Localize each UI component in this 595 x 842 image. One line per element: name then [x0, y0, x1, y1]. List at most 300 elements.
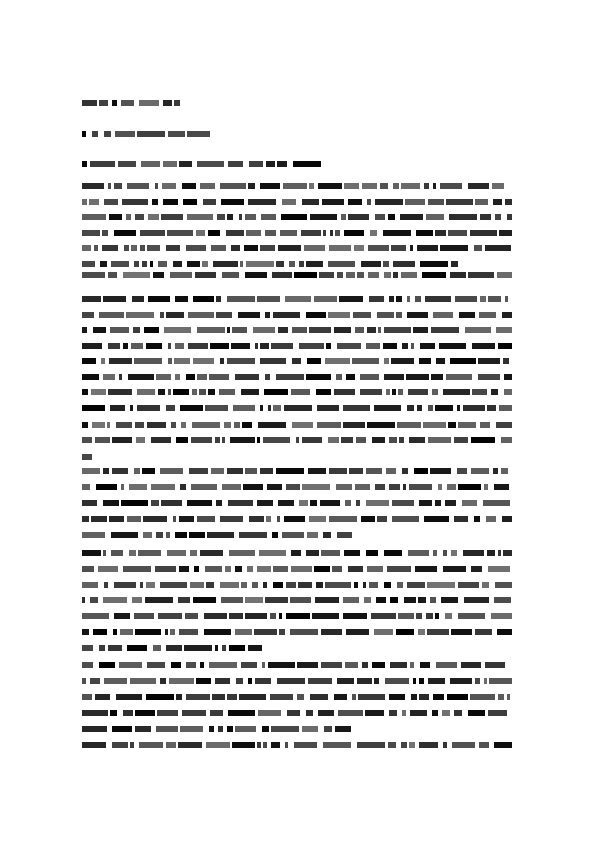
text-fragment: [501, 437, 512, 443]
text-fragment: [375, 199, 403, 205]
text-fragment: [471, 468, 489, 474]
text-fragment: [192, 422, 220, 428]
text-fragment: [229, 613, 243, 619]
text-fragment: [390, 597, 398, 603]
text-fragment: [364, 597, 371, 603]
text-fragment: [322, 199, 344, 205]
text-fragment: [137, 405, 160, 411]
text-fragment: [321, 629, 342, 635]
text-fragment: [337, 343, 361, 349]
text-fragment: [103, 296, 126, 302]
text-fragment: [200, 662, 204, 668]
text-fragment: [260, 343, 269, 349]
text-fragment: [308, 678, 332, 684]
text-fragment: [82, 272, 105, 278]
text-fragment: [82, 532, 105, 538]
text-fragment: [82, 100, 97, 106]
text-fragment: [140, 230, 165, 236]
text-fragment: [101, 358, 105, 364]
text-fragment: [195, 272, 216, 278]
text-fragment: [191, 437, 212, 443]
text-fragment: [306, 261, 323, 267]
body-text-line: [82, 312, 512, 318]
text-fragment: [447, 694, 468, 700]
text-fragment: [188, 343, 208, 349]
text-fragment: [190, 550, 197, 556]
text-fragment: [82, 454, 92, 460]
text-fragment: [407, 296, 410, 302]
text-fragment: [485, 245, 511, 251]
body-text-line: [82, 358, 512, 364]
text-fragment: [326, 343, 331, 349]
text-fragment: [435, 613, 439, 619]
text-fragment: [496, 327, 512, 333]
text-fragment: [361, 516, 375, 522]
body-text-line: [82, 516, 512, 522]
text-fragment: [357, 678, 372, 684]
text-fragment: [220, 582, 239, 588]
text-fragment: [291, 566, 312, 572]
text-fragment: [228, 710, 255, 716]
text-fragment: [171, 662, 181, 668]
text-fragment: [290, 597, 311, 603]
text-fragment: [128, 374, 154, 380]
text-fragment: [102, 245, 118, 251]
text-fragment: [82, 710, 108, 716]
text-fragment: [245, 597, 263, 603]
text-fragment: [442, 710, 450, 716]
text-fragment: [218, 726, 223, 732]
text-fragment: [142, 261, 147, 267]
text-fragment: [402, 468, 408, 474]
text-fragment: [279, 629, 285, 635]
text-fragment: [433, 312, 453, 318]
text-fragment: [260, 245, 275, 251]
text-fragment: [230, 437, 255, 443]
text-fragment: [82, 389, 88, 395]
text-fragment: [384, 374, 404, 380]
text-fragment: [367, 566, 383, 572]
text-fragment: [280, 230, 297, 236]
body-text-line: [82, 710, 512, 716]
text-fragment: [443, 566, 466, 572]
text-fragment: [417, 405, 422, 411]
body-text-line: [82, 468, 512, 474]
text-fragment: [96, 484, 117, 490]
body-text-line: [82, 582, 512, 588]
text-fragment: [441, 597, 458, 603]
text-fragment: [451, 261, 458, 267]
text-fragment: [281, 214, 307, 220]
body-text-line: [82, 597, 512, 603]
text-fragment: [216, 500, 222, 506]
text-fragment: [352, 694, 356, 700]
text-fragment: [82, 183, 104, 189]
text-fragment: [450, 358, 476, 364]
text-fragment: [454, 437, 468, 443]
text-fragment: [114, 613, 130, 619]
text-fragment: [396, 296, 402, 302]
text-fragment: [418, 597, 426, 603]
text-fragment: [450, 678, 472, 684]
text-fragment: [119, 662, 142, 668]
text-fragment: [402, 343, 408, 349]
text-fragment: [497, 629, 512, 635]
text-fragment: [265, 374, 270, 380]
text-fragment: [341, 214, 346, 220]
text-fragment: [170, 629, 175, 635]
text-fragment: [216, 312, 232, 318]
text-fragment: [204, 613, 227, 619]
text-fragment: [82, 694, 92, 700]
text-fragment: [189, 532, 205, 538]
text-fragment: [121, 500, 148, 506]
text-fragment: [479, 312, 496, 318]
text-fragment: [200, 550, 223, 556]
text-fragment: [464, 597, 489, 603]
text-fragment: [103, 550, 106, 556]
text-fragment: [292, 358, 301, 364]
text-fragment: [307, 358, 321, 364]
text-fragment: [265, 312, 270, 318]
text-fragment: [410, 710, 427, 716]
text-fragment: [427, 629, 449, 635]
text-fragment: [384, 358, 389, 364]
text-fragment: [349, 468, 363, 474]
text-fragment: [240, 261, 243, 267]
text-fragment: [449, 214, 477, 220]
text-fragment: [92, 131, 98, 137]
text-fragment: [348, 566, 363, 572]
text-fragment: [277, 161, 287, 167]
text-fragment: [302, 484, 330, 490]
text-fragment: [405, 199, 425, 205]
text-fragment: [82, 613, 109, 619]
text-fragment: [265, 230, 276, 236]
text-fragment: [389, 484, 400, 490]
text-fragment: [150, 261, 153, 267]
text-fragment: [103, 468, 109, 474]
text-fragment: [389, 437, 397, 443]
text-fragment: [353, 312, 371, 318]
text-fragment: [369, 296, 384, 302]
text-fragment: [231, 245, 240, 251]
text-fragment: [415, 296, 421, 302]
text-fragment: [257, 742, 261, 748]
text-fragment: [110, 405, 125, 411]
text-fragment: [174, 100, 180, 106]
text-fragment: [320, 500, 340, 506]
text-fragment: [255, 343, 258, 349]
body-text-line: [82, 230, 512, 236]
text-fragment: [114, 582, 136, 588]
text-fragment: [160, 678, 166, 684]
text-fragment: [392, 500, 414, 506]
text-fragment: [337, 678, 354, 684]
text-fragment: [135, 726, 151, 732]
text-fragment: [360, 389, 382, 395]
text-fragment: [164, 327, 191, 333]
text-fragment: [99, 662, 115, 668]
text-fragment: [478, 358, 500, 364]
body-text-line: [82, 343, 512, 349]
text-fragment: [267, 484, 282, 490]
text-fragment: [329, 516, 357, 522]
text-fragment: [135, 710, 155, 716]
text-fragment: [166, 312, 184, 318]
text-fragment: [282, 532, 304, 538]
text-fragment: [272, 272, 292, 278]
text-fragment: [419, 358, 431, 364]
text-fragment: [488, 710, 507, 716]
text-fragment: [318, 710, 334, 716]
body-text-line: [82, 613, 512, 619]
text-fragment: [328, 261, 355, 267]
text-fragment: [141, 161, 160, 167]
text-fragment: [158, 261, 167, 267]
text-fragment: [377, 312, 394, 318]
text-fragment: [435, 230, 446, 236]
text-fragment: [471, 437, 495, 443]
text-fragment: [497, 272, 512, 278]
text-fragment: [317, 422, 341, 428]
text-fragment: [337, 272, 343, 278]
text-fragment: [216, 296, 221, 302]
text-fragment: [409, 484, 432, 490]
text-fragment: [245, 214, 256, 220]
text-fragment: [400, 214, 423, 220]
text-fragment: [367, 422, 395, 428]
text-fragment: [146, 582, 155, 588]
text-fragment: [82, 566, 94, 572]
text-fragment: [363, 582, 366, 588]
text-fragment: [398, 389, 403, 395]
text-fragment: [374, 678, 379, 684]
text-fragment: [457, 468, 467, 474]
text-fragment: [440, 245, 468, 251]
text-fragment: [273, 312, 300, 318]
body-text-line: [82, 500, 512, 506]
text-fragment: [139, 742, 163, 748]
text-fragment: [312, 613, 339, 619]
text-fragment: [304, 245, 325, 251]
text-fragment: [260, 183, 280, 189]
text-fragment: [103, 374, 115, 380]
body-text-line: [82, 389, 512, 395]
text-fragment: [292, 327, 307, 333]
text-fragment: [158, 613, 182, 619]
text-fragment: [458, 582, 479, 588]
text-fragment: [179, 516, 194, 522]
text-fragment: [135, 214, 144, 220]
text-fragment: [415, 566, 437, 572]
text-fragment: [507, 214, 512, 220]
text-fragment: [227, 726, 233, 732]
text-fragment: [136, 437, 145, 443]
text-fragment: [108, 272, 117, 278]
text-fragment: [82, 199, 87, 205]
text-fragment: [420, 343, 435, 349]
text-fragment: [463, 405, 485, 411]
text-fragment: [111, 532, 138, 538]
text-fragment: [287, 710, 300, 716]
text-fragment: [261, 214, 276, 220]
text-fragment: [419, 694, 429, 700]
text-fragment: [334, 389, 355, 395]
text-fragment: [450, 272, 466, 278]
text-fragment: [82, 214, 106, 220]
text-fragment: [109, 516, 124, 522]
text-fragment: [175, 532, 187, 538]
text-fragment: [325, 582, 351, 588]
text-fragment: [334, 694, 347, 700]
text-fragment: [356, 437, 366, 443]
text-fragment: [443, 742, 447, 748]
text-fragment: [178, 742, 202, 748]
text-fragment: [168, 358, 172, 364]
text-fragment: [123, 566, 151, 572]
text-fragment: [298, 582, 312, 588]
text-fragment: [348, 199, 362, 205]
text-fragment: [439, 343, 466, 349]
text-fragment: [120, 629, 133, 635]
text-fragment: [374, 629, 393, 635]
text-fragment: [502, 516, 512, 522]
text-fragment: [289, 261, 295, 267]
text-fragment: [259, 550, 286, 556]
text-fragment: [82, 484, 90, 490]
text-fragment: [187, 261, 200, 267]
text-fragment: [82, 726, 107, 732]
text-fragment: [410, 662, 414, 668]
text-fragment: [212, 694, 225, 700]
text-fragment: [235, 726, 256, 732]
text-fragment: [306, 312, 326, 318]
text-fragment: [468, 710, 485, 716]
text-fragment: [286, 582, 296, 588]
text-fragment: [215, 678, 230, 684]
text-fragment: [323, 742, 351, 748]
text-fragment: [196, 230, 205, 236]
text-fragment: [253, 327, 275, 333]
text-fragment: [433, 694, 444, 700]
text-fragment: [213, 261, 238, 267]
text-fragment: [292, 422, 313, 428]
text-fragment: [484, 484, 488, 490]
text-fragment: [324, 726, 332, 732]
text-fragment: [278, 327, 288, 333]
text-fragment: [290, 629, 318, 635]
text-fragment: [170, 272, 192, 278]
text-fragment: [176, 437, 188, 443]
text-fragment: [134, 468, 140, 474]
text-fragment: [187, 214, 213, 220]
text-fragment: [140, 245, 145, 251]
text-fragment: [181, 422, 186, 428]
text-fragment: [197, 374, 207, 380]
text-fragment: [302, 199, 319, 205]
text-fragment: [233, 405, 255, 411]
text-fragment: [486, 516, 496, 522]
text-fragment: [103, 597, 127, 603]
body-text-line: [82, 214, 512, 220]
text-fragment: [248, 199, 276, 205]
text-fragment: [107, 422, 110, 428]
text-fragment: [310, 500, 317, 506]
text-fragment: [247, 566, 253, 572]
text-fragment: [82, 678, 86, 684]
text-fragment: [157, 710, 178, 716]
text-fragment: [309, 516, 326, 522]
text-fragment: [134, 358, 162, 364]
text-fragment: [228, 500, 253, 506]
text-fragment: [284, 516, 305, 522]
text-fragment: [148, 214, 159, 220]
text-fragment: [175, 374, 180, 380]
text-fragment: [255, 678, 271, 684]
text-fragment: [426, 613, 433, 619]
text-fragment: [245, 468, 257, 474]
text-fragment: [246, 261, 274, 267]
text-fragment: [130, 405, 133, 411]
heading-line: [82, 161, 322, 167]
text-fragment: [372, 437, 385, 443]
text-fragment: [368, 272, 379, 278]
body-text-line: [82, 327, 512, 333]
text-fragment: [345, 662, 358, 668]
text-fragment: [196, 678, 211, 684]
text-fragment: [130, 678, 156, 684]
text-fragment: [286, 613, 310, 619]
text-fragment: [134, 261, 139, 267]
text-fragment: [310, 214, 337, 220]
text-fragment: [302, 437, 322, 443]
text-fragment: [420, 662, 430, 668]
text-fragment: [276, 261, 284, 267]
text-fragment: [241, 582, 247, 588]
text-fragment: [138, 550, 161, 556]
text-fragment: [384, 272, 391, 278]
text-fragment: [266, 161, 275, 167]
text-fragment: [383, 230, 411, 236]
text-fragment: [291, 389, 310, 395]
text-fragment: [308, 468, 326, 474]
text-fragment: [299, 343, 324, 349]
text-fragment: [458, 422, 476, 428]
text-fragment: [211, 468, 224, 474]
text-fragment: [104, 582, 108, 588]
text-fragment: [408, 389, 428, 395]
text-fragment: [306, 374, 331, 380]
text-fragment: [462, 500, 477, 506]
text-fragment: [286, 484, 300, 490]
text-fragment: [248, 678, 252, 684]
text-fragment: [436, 662, 457, 668]
text-fragment: [135, 422, 144, 428]
text-fragment: [370, 230, 377, 236]
text-fragment: [151, 484, 175, 490]
text-fragment: [241, 662, 257, 668]
text-fragment: [127, 183, 149, 189]
text-fragment: [367, 199, 371, 205]
text-fragment: [222, 437, 225, 443]
text-fragment: [135, 629, 161, 635]
text-fragment: [82, 422, 88, 428]
text-fragment: [147, 662, 165, 668]
text-fragment: [82, 327, 87, 333]
text-fragment: [478, 374, 500, 380]
text-fragment: [168, 131, 185, 137]
